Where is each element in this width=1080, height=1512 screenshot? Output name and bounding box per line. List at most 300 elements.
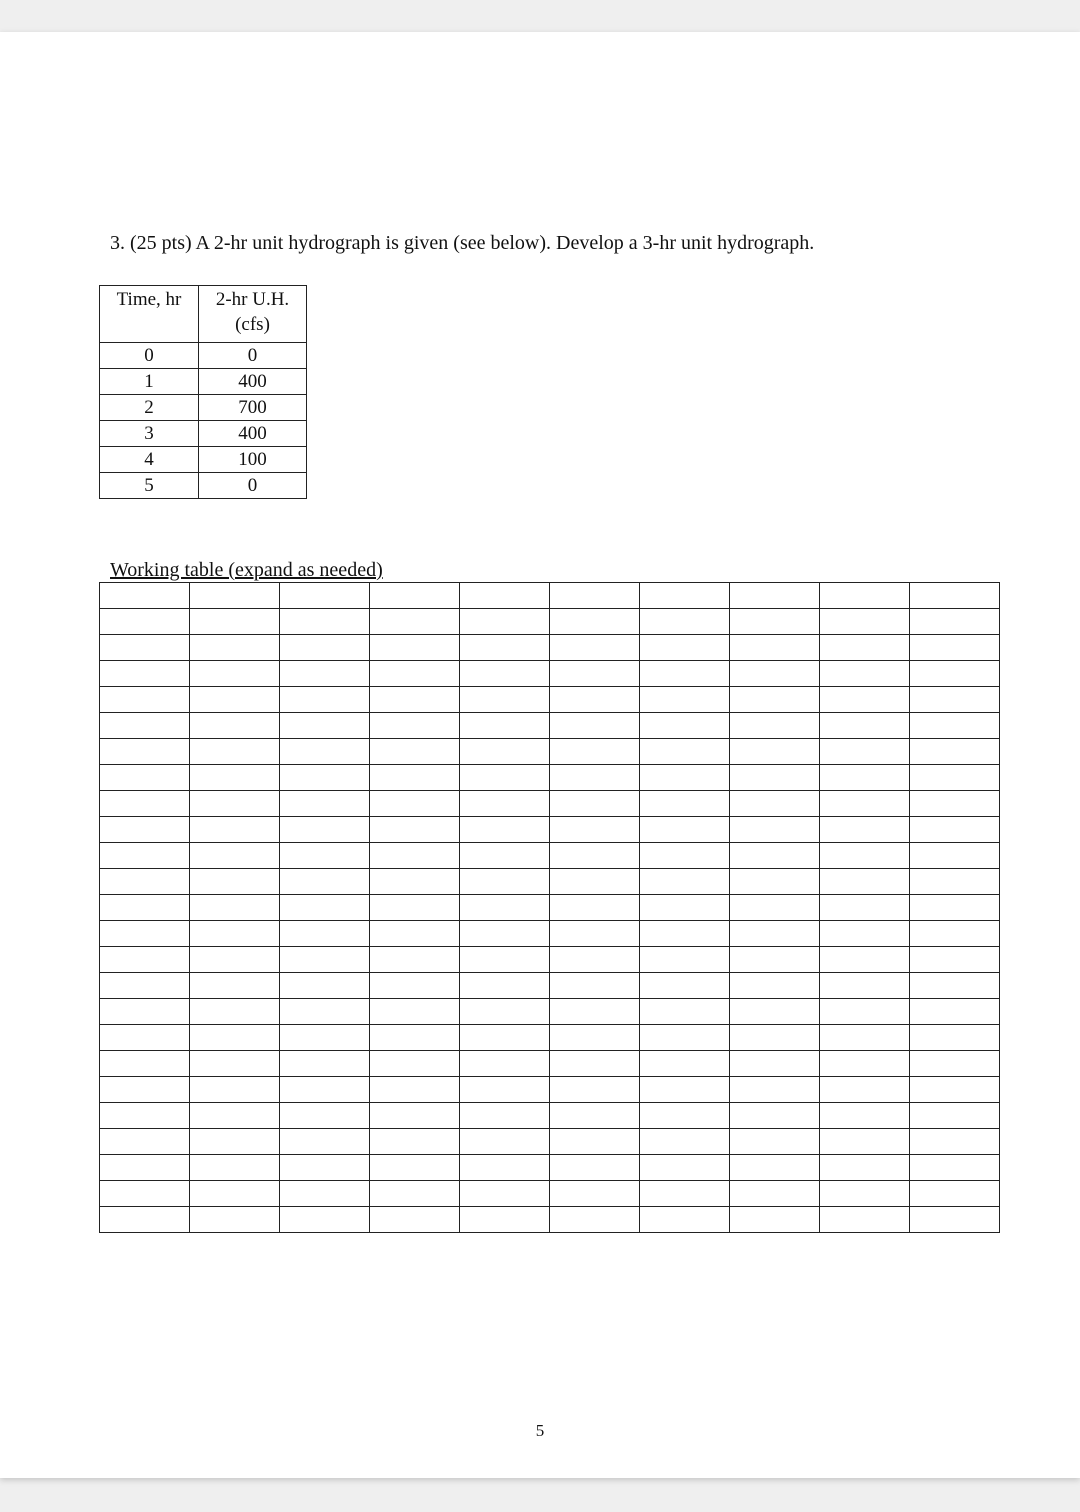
working-table-cell[interactable] xyxy=(100,713,190,739)
working-table-cell[interactable] xyxy=(190,687,280,713)
working-table-cell[interactable] xyxy=(280,635,370,661)
working-table-cell[interactable] xyxy=(460,661,550,687)
working-table-cell[interactable] xyxy=(820,1077,910,1103)
working-table-cell[interactable] xyxy=(370,921,460,947)
working-table-cell[interactable] xyxy=(730,609,820,635)
working-table-cell[interactable] xyxy=(280,739,370,765)
working-table-cell[interactable] xyxy=(730,583,820,609)
working-table-cell[interactable] xyxy=(730,1025,820,1051)
working-table-cell[interactable] xyxy=(550,661,640,687)
working-table-cell[interactable] xyxy=(280,843,370,869)
working-table-cell[interactable] xyxy=(100,739,190,765)
working-table-cell[interactable] xyxy=(730,999,820,1025)
working-table-cell[interactable] xyxy=(370,843,460,869)
working-table-cell[interactable] xyxy=(460,1077,550,1103)
working-table-row xyxy=(100,947,1000,973)
working-table-cell[interactable] xyxy=(460,791,550,817)
working-table-cell[interactable] xyxy=(910,973,1000,999)
working-table-cell[interactable] xyxy=(820,1181,910,1207)
working-table-cell[interactable] xyxy=(820,1129,910,1155)
working-table-cell[interactable] xyxy=(370,1181,460,1207)
working-table-cell[interactable] xyxy=(910,1181,1000,1207)
working-table-cell[interactable] xyxy=(460,609,550,635)
working-table-cell[interactable] xyxy=(100,947,190,973)
working-table-row xyxy=(100,765,1000,791)
working-table-row xyxy=(100,921,1000,947)
working-table-cell[interactable] xyxy=(460,1155,550,1181)
working-table-row xyxy=(100,1155,1000,1181)
working-table-cell[interactable] xyxy=(640,843,730,869)
working-table-cell[interactable] xyxy=(550,869,640,895)
working-table-cell[interactable] xyxy=(910,739,1000,765)
working-table-cell[interactable] xyxy=(100,921,190,947)
working-table-cell[interactable] xyxy=(820,713,910,739)
working-table-cell[interactable] xyxy=(100,895,190,921)
working-table-cell[interactable] xyxy=(730,947,820,973)
working-table-cell[interactable] xyxy=(280,1025,370,1051)
working-table-cell[interactable] xyxy=(730,661,820,687)
working-table-cell[interactable] xyxy=(280,1129,370,1155)
working-table-cell[interactable] xyxy=(820,843,910,869)
working-table-cell[interactable] xyxy=(370,635,460,661)
working-table-cell[interactable] xyxy=(640,583,730,609)
working-table-cell[interactable] xyxy=(910,791,1000,817)
working-table-cell[interactable] xyxy=(460,843,550,869)
working-table-cell[interactable] xyxy=(280,765,370,791)
working-table-cell[interactable] xyxy=(550,921,640,947)
working-table-cell[interactable] xyxy=(820,999,910,1025)
working-table-cell[interactable] xyxy=(640,661,730,687)
working-table-cell[interactable] xyxy=(820,583,910,609)
working-table-cell[interactable] xyxy=(730,817,820,843)
working-table-cell[interactable] xyxy=(910,1129,1000,1155)
working-table-cell[interactable] xyxy=(730,895,820,921)
working-table-cell[interactable] xyxy=(280,661,370,687)
working-table-cell[interactable] xyxy=(100,1103,190,1129)
working-table-cell[interactable] xyxy=(820,765,910,791)
working-table-cell[interactable] xyxy=(550,713,640,739)
working-table-cell[interactable] xyxy=(280,1155,370,1181)
working-table-cell[interactable] xyxy=(730,1051,820,1077)
working-table-cell[interactable] xyxy=(190,999,280,1025)
working-table-cell[interactable] xyxy=(550,1181,640,1207)
working-table-cell[interactable] xyxy=(190,1103,280,1129)
working-table-cell[interactable] xyxy=(370,1103,460,1129)
working-table-cell[interactable] xyxy=(730,713,820,739)
working-table-cell[interactable] xyxy=(550,583,640,609)
working-table-cell[interactable] xyxy=(100,999,190,1025)
working-table-cell[interactable] xyxy=(550,817,640,843)
working-table-cell[interactable] xyxy=(730,869,820,895)
working-table-cell[interactable] xyxy=(280,609,370,635)
working-table-cell[interactable] xyxy=(640,635,730,661)
question-text: 3. (25 pts) A 2-hr unit hydrograph is given (see below). Develop a 3-hr unit hydrograph. xyxy=(110,232,815,254)
working-table-cell[interactable] xyxy=(190,1181,280,1207)
working-table-cell[interactable] xyxy=(190,739,280,765)
table-row xyxy=(100,421,307,447)
working-table-cell[interactable] xyxy=(460,895,550,921)
working-table-cell[interactable] xyxy=(460,947,550,973)
working-table-cell[interactable] xyxy=(910,869,1000,895)
working-table-cell[interactable] xyxy=(550,1207,640,1233)
working-table-cell[interactable] xyxy=(460,1051,550,1077)
working-table-cell[interactable] xyxy=(910,1103,1000,1129)
working-table-cell[interactable] xyxy=(190,921,280,947)
working-table-cell[interactable] xyxy=(640,1077,730,1103)
working-table-cell[interactable] xyxy=(460,817,550,843)
time-cell: 3 xyxy=(100,421,199,447)
working-table-cell[interactable] xyxy=(550,687,640,713)
working-table-cell[interactable] xyxy=(910,661,1000,687)
working-table-cell[interactable] xyxy=(550,1025,640,1051)
working-table-cell[interactable] xyxy=(550,895,640,921)
working-table-cell[interactable] xyxy=(640,947,730,973)
working-table-row xyxy=(100,687,1000,713)
working-table-row xyxy=(100,791,1000,817)
working-table-cell[interactable] xyxy=(910,713,1000,739)
working-table-cell[interactable] xyxy=(190,713,280,739)
working-table-cell[interactable] xyxy=(820,791,910,817)
working-table-cell[interactable] xyxy=(640,1025,730,1051)
working-table-cell[interactable] xyxy=(190,609,280,635)
working-table-cell[interactable] xyxy=(550,1155,640,1181)
working-table-row xyxy=(100,869,1000,895)
working-table-cell[interactable] xyxy=(100,687,190,713)
flow-cell: 0 xyxy=(199,473,307,499)
working-table-cell[interactable] xyxy=(370,1025,460,1051)
working-table-cell[interactable] xyxy=(460,1181,550,1207)
working-table-cell[interactable] xyxy=(910,843,1000,869)
time-cell: 5 xyxy=(100,473,199,499)
working-table-cell[interactable] xyxy=(910,635,1000,661)
working-table-cell[interactable] xyxy=(820,921,910,947)
working-table-cell[interactable] xyxy=(370,999,460,1025)
working-table-cell[interactable] xyxy=(910,817,1000,843)
table-header-row xyxy=(100,286,307,343)
working-table-cell[interactable] xyxy=(370,609,460,635)
working-table-cell[interactable] xyxy=(370,1077,460,1103)
working-table-cell[interactable] xyxy=(370,765,460,791)
working-table-cell[interactable] xyxy=(190,661,280,687)
working-table-cell[interactable] xyxy=(370,1051,460,1077)
working-table-cell[interactable] xyxy=(640,1051,730,1077)
working-table-cell[interactable] xyxy=(280,895,370,921)
working-table-cell[interactable] xyxy=(100,1077,190,1103)
time-cell: 0 xyxy=(100,343,199,369)
working-table-cell[interactable] xyxy=(640,869,730,895)
working-table-cell[interactable] xyxy=(820,947,910,973)
working-table-cell[interactable] xyxy=(190,1025,280,1051)
working-table-cell[interactable] xyxy=(370,583,460,609)
working-table-cell[interactable] xyxy=(460,869,550,895)
working-table-cell[interactable] xyxy=(190,869,280,895)
table-row xyxy=(100,473,307,499)
working-table-cell[interactable] xyxy=(820,1103,910,1129)
working-table-cell[interactable] xyxy=(730,843,820,869)
working-table-row xyxy=(100,817,1000,843)
working-table-cell[interactable] xyxy=(640,765,730,791)
working-table-cell[interactable] xyxy=(460,635,550,661)
working-table-cell[interactable] xyxy=(550,843,640,869)
working-table-cell[interactable] xyxy=(190,583,280,609)
working-table-cell[interactable] xyxy=(640,1129,730,1155)
working-table-cell[interactable] xyxy=(910,921,1000,947)
working-table-cell[interactable] xyxy=(640,921,730,947)
working-table-cell[interactable] xyxy=(280,791,370,817)
working-table-cell[interactable] xyxy=(100,791,190,817)
working-table-cell[interactable] xyxy=(730,765,820,791)
working-table-cell[interactable] xyxy=(730,635,820,661)
working-table-cell[interactable] xyxy=(100,1207,190,1233)
time-cell: 1 xyxy=(100,369,199,395)
working-table-cell[interactable] xyxy=(550,1103,640,1129)
working-table-cell[interactable] xyxy=(280,713,370,739)
working-table-cell[interactable] xyxy=(100,1051,190,1077)
working-table-cell[interactable] xyxy=(280,1051,370,1077)
working-table-row xyxy=(100,1129,1000,1155)
working-table-row xyxy=(100,739,1000,765)
working-table-cell[interactable] xyxy=(460,765,550,791)
working-table-cell[interactable] xyxy=(370,1207,460,1233)
page-number: 5 xyxy=(535,1421,545,1440)
working-table-cell[interactable] xyxy=(100,635,190,661)
working-table-cell[interactable] xyxy=(370,713,460,739)
working-table-cell[interactable] xyxy=(190,1129,280,1155)
table-row xyxy=(100,447,307,473)
working-table-cell[interactable] xyxy=(550,609,640,635)
working-table-cell[interactable] xyxy=(280,869,370,895)
working-table-row xyxy=(100,843,1000,869)
table-row xyxy=(100,395,307,421)
working-table-cell[interactable] xyxy=(190,843,280,869)
working-table-cell[interactable] xyxy=(820,895,910,921)
working-table-cell[interactable] xyxy=(550,1129,640,1155)
working-table-cell[interactable] xyxy=(460,1103,550,1129)
working-table-cell[interactable] xyxy=(100,1025,190,1051)
working-table-cell[interactable] xyxy=(100,1129,190,1155)
working-table-cell[interactable] xyxy=(640,1103,730,1129)
working-table-cell[interactable] xyxy=(100,1181,190,1207)
working-table-cell[interactable] xyxy=(190,947,280,973)
working-table-cell[interactable] xyxy=(460,687,550,713)
working-table-row xyxy=(100,1025,1000,1051)
working-table-cell[interactable] xyxy=(460,999,550,1025)
working-table-cell[interactable] xyxy=(820,1025,910,1051)
uh-column-header xyxy=(199,286,307,343)
working-table-cell[interactable] xyxy=(550,973,640,999)
working-table-cell[interactable] xyxy=(820,817,910,843)
working-table-cell[interactable] xyxy=(640,1207,730,1233)
working-table-cell[interactable] xyxy=(640,609,730,635)
working-table-cell[interactable] xyxy=(640,895,730,921)
working-table-cell[interactable] xyxy=(820,635,910,661)
working-table-cell[interactable] xyxy=(820,1051,910,1077)
flow-cell: 100 xyxy=(199,447,307,473)
working-table-cell[interactable] xyxy=(550,1077,640,1103)
working-table-cell[interactable] xyxy=(280,687,370,713)
working-table-cell[interactable] xyxy=(910,1051,1000,1077)
working-table-cell[interactable] xyxy=(190,1051,280,1077)
working-table-cell[interactable] xyxy=(730,973,820,999)
working-table-row xyxy=(100,635,1000,661)
working-table-cell[interactable] xyxy=(550,739,640,765)
working-table-cell[interactable] xyxy=(370,1129,460,1155)
working-table-cell[interactable] xyxy=(370,947,460,973)
working-table-cell[interactable] xyxy=(100,583,190,609)
working-table-cell[interactable] xyxy=(640,817,730,843)
working-table-row xyxy=(100,583,1000,609)
working-table-cell[interactable] xyxy=(280,1103,370,1129)
working-table-cell[interactable] xyxy=(370,973,460,999)
working-table-row xyxy=(100,1077,1000,1103)
working-table-cell[interactable] xyxy=(100,817,190,843)
working-table-cell[interactable] xyxy=(280,1207,370,1233)
working-table-cell[interactable] xyxy=(190,1077,280,1103)
working-table-row xyxy=(100,661,1000,687)
working-table-cell[interactable] xyxy=(100,1155,190,1181)
working-table-cell[interactable] xyxy=(820,687,910,713)
table-row xyxy=(100,369,307,395)
working-table-cell[interactable] xyxy=(730,921,820,947)
working-table-cell[interactable] xyxy=(190,1207,280,1233)
working-table-cell[interactable] xyxy=(730,1077,820,1103)
working-table-cell[interactable] xyxy=(910,765,1000,791)
working-table-cell[interactable] xyxy=(460,583,550,609)
working-table-cell[interactable] xyxy=(910,1025,1000,1051)
working-table-cell[interactable] xyxy=(550,999,640,1025)
time-column-header: Time, hr xyxy=(100,286,199,343)
working-table-cell[interactable] xyxy=(820,609,910,635)
working-table-cell[interactable] xyxy=(730,1155,820,1181)
working-table xyxy=(99,582,1000,1233)
working-table-cell[interactable] xyxy=(100,609,190,635)
working-table-cell[interactable] xyxy=(100,765,190,791)
working-table-cell[interactable] xyxy=(730,1103,820,1129)
working-table-cell[interactable] xyxy=(190,635,280,661)
working-table-cell[interactable] xyxy=(640,1181,730,1207)
working-table-cell[interactable] xyxy=(460,1207,550,1233)
working-table-cell[interactable] xyxy=(370,895,460,921)
working-table-cell[interactable] xyxy=(820,973,910,999)
working-table-row xyxy=(100,1207,1000,1233)
working-table-cell[interactable] xyxy=(910,1077,1000,1103)
working-table-cell[interactable] xyxy=(190,817,280,843)
working-table-cell[interactable] xyxy=(190,765,280,791)
working-table-cell[interactable] xyxy=(190,791,280,817)
working-table-cell[interactable] xyxy=(910,1207,1000,1233)
working-table-cell[interactable] xyxy=(190,1155,280,1181)
working-table-row xyxy=(100,999,1000,1025)
working-table-cell[interactable] xyxy=(280,583,370,609)
working-table-cell[interactable] xyxy=(730,687,820,713)
working-table-cell[interactable] xyxy=(460,973,550,999)
working-table-cell[interactable] xyxy=(370,817,460,843)
working-table-cell[interactable] xyxy=(550,947,640,973)
working-table-cell[interactable] xyxy=(910,1155,1000,1181)
working-table-row xyxy=(100,1181,1000,1207)
working-table-cell[interactable] xyxy=(460,1025,550,1051)
working-table-cell[interactable] xyxy=(730,1207,820,1233)
working-table-cell[interactable] xyxy=(640,1155,730,1181)
working-table-cell[interactable] xyxy=(280,947,370,973)
uh-header-line1: 2-hr U.H. xyxy=(215,289,290,310)
working-table-row xyxy=(100,609,1000,635)
working-table-cell[interactable] xyxy=(820,1207,910,1233)
working-table-cell[interactable] xyxy=(640,791,730,817)
working-table-cell[interactable] xyxy=(640,973,730,999)
working-table-cell[interactable] xyxy=(460,1129,550,1155)
working-table-cell[interactable] xyxy=(640,999,730,1025)
working-table-cell[interactable] xyxy=(280,1077,370,1103)
unit-hydrograph-table xyxy=(99,285,307,499)
working-table-cell[interactable] xyxy=(460,921,550,947)
working-table-cell[interactable] xyxy=(550,635,640,661)
working-table-cell[interactable] xyxy=(280,999,370,1025)
working-table-row xyxy=(100,1103,1000,1129)
working-table-caption: Working table (expand as needed) xyxy=(110,559,383,581)
working-table-cell[interactable] xyxy=(370,1155,460,1181)
working-table-cell[interactable] xyxy=(280,973,370,999)
working-table-cell[interactable] xyxy=(910,687,1000,713)
working-table-cell[interactable] xyxy=(280,921,370,947)
uh-header-line2: (cfs) xyxy=(235,314,270,335)
working-table-cell[interactable] xyxy=(640,687,730,713)
working-table-cell[interactable] xyxy=(190,973,280,999)
working-table-cell[interactable] xyxy=(370,687,460,713)
working-table-cell[interactable] xyxy=(100,973,190,999)
working-table-cell[interactable] xyxy=(730,739,820,765)
working-table-cell[interactable] xyxy=(820,739,910,765)
working-table-row xyxy=(100,1051,1000,1077)
working-table-cell[interactable] xyxy=(910,583,1000,609)
working-table-cell[interactable] xyxy=(820,1155,910,1181)
working-table-cell[interactable] xyxy=(550,765,640,791)
working-table-cell[interactable] xyxy=(640,713,730,739)
working-table-cell[interactable] xyxy=(730,1129,820,1155)
time-cell: 2 xyxy=(100,395,199,421)
working-table-cell[interactable] xyxy=(910,895,1000,921)
working-table-cell[interactable] xyxy=(820,661,910,687)
working-table-cell[interactable] xyxy=(910,947,1000,973)
working-table-cell[interactable] xyxy=(910,999,1000,1025)
flow-cell: 0 xyxy=(199,343,307,369)
working-table-row xyxy=(100,973,1000,999)
working-table-cell[interactable] xyxy=(910,609,1000,635)
working-table-cell[interactable] xyxy=(460,739,550,765)
working-table-cell[interactable] xyxy=(100,869,190,895)
working-table-row xyxy=(100,713,1000,739)
working-table-cell[interactable] xyxy=(370,869,460,895)
working-table-cell[interactable] xyxy=(730,1181,820,1207)
working-table-cell[interactable] xyxy=(370,739,460,765)
working-table-cell[interactable] xyxy=(370,661,460,687)
working-table-cell[interactable] xyxy=(280,1181,370,1207)
working-table-cell[interactable] xyxy=(460,713,550,739)
working-table-cell[interactable] xyxy=(550,1051,640,1077)
working-table-cell[interactable] xyxy=(100,661,190,687)
working-table-cell[interactable] xyxy=(640,739,730,765)
flow-cell: 400 xyxy=(199,421,307,447)
working-table-cell[interactable] xyxy=(370,791,460,817)
working-table-cell[interactable] xyxy=(100,843,190,869)
working-table-cell[interactable] xyxy=(280,817,370,843)
working-table-cell[interactable] xyxy=(820,869,910,895)
working-table-cell[interactable] xyxy=(730,791,820,817)
working-table-row xyxy=(100,895,1000,921)
working-table-cell[interactable] xyxy=(190,895,280,921)
flow-cell: 400 xyxy=(199,369,307,395)
working-table-cell[interactable] xyxy=(550,791,640,817)
